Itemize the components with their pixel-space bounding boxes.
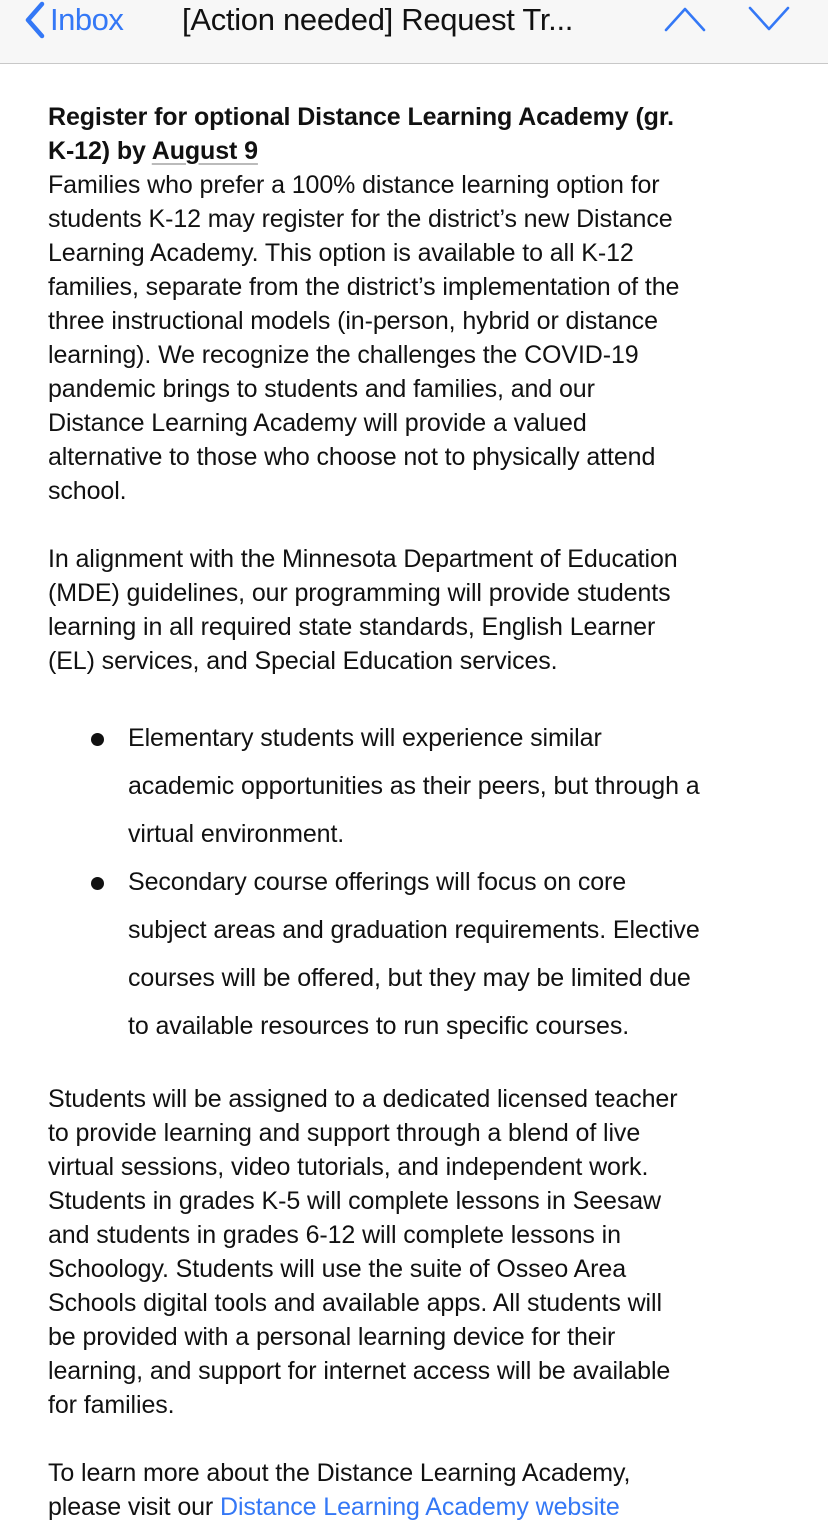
- text-line: alternative to those who choose not to physically attend: [48, 443, 656, 471]
- text-line: three instructional models (in-person, hybrid or distance: [48, 307, 658, 335]
- text-line: academic opportunities as their peers, but through a: [128, 772, 700, 800]
- text-line: Distance Learning Academy will provide a valued: [48, 409, 587, 437]
- deadline-date: August 9: [151, 137, 258, 165]
- text-line: learning). We recognize the challenges the COVID-19: [48, 341, 639, 369]
- paragraph-intro: [48, 168, 679, 508]
- text-line: and students in grades 6-12 will complete lessons in: [48, 1221, 621, 1249]
- text-line: to provide learning and support through a blend of live: [48, 1119, 641, 1147]
- text-line: to available resources to run specific courses.: [128, 1012, 630, 1040]
- text-line: To learn more about the Distance Learning Academy,: [48, 1459, 631, 1487]
- text-line: learning in all required state standards, English Learner: [48, 613, 656, 641]
- text-line: In alignment with the Minnesota Department of Education: [48, 545, 678, 573]
- text-line: Schools digital tools and available apps. All students will: [48, 1289, 662, 1317]
- text-line: students K-12 may register for the district’s new Distance: [48, 205, 673, 233]
- bullet-dot-icon: [91, 877, 104, 890]
- text-line: Schoology. Students will use the suite of Osseo Area: [48, 1255, 627, 1283]
- text-line: school.: [48, 477, 127, 505]
- next-message-button[interactable]: [744, 0, 794, 38]
- bullet-item: [88, 858, 700, 1050]
- text-line: (EL) services, and Special Education services.: [48, 647, 558, 675]
- text-line: Families who prefer a 100% distance learning option for: [48, 171, 660, 199]
- text-line: (MDE) guidelines, our programming will provide students: [48, 579, 671, 607]
- chevron-down-icon: [747, 5, 791, 33]
- text-line: please visit our Distance Learning Academy website: [48, 1493, 620, 1521]
- heading-line: Register for optional Distance Learning Academy (gr.: [48, 103, 674, 131]
- academy-website-link[interactable]: Distance Learning Academy website: [220, 1493, 620, 1521]
- text-line: subject areas and graduation requirements. Elective: [128, 916, 700, 944]
- bullet-list: [88, 714, 700, 1050]
- text-line: Students in grades K-5 will complete lessons in Seesaw: [48, 1187, 661, 1215]
- text-line: Elementary students will experience similar: [128, 724, 602, 752]
- text-line: for families.: [48, 1391, 175, 1419]
- heading-line: K-12) by August 9: [48, 137, 258, 165]
- back-label: Inbox: [50, 2, 124, 37]
- navigation-bar: [0, 0, 828, 64]
- text-line: be provided with a personal learning device for their: [48, 1323, 616, 1351]
- text-line: courses will be offered, but they may be limited due: [128, 964, 691, 992]
- email-heading: [48, 100, 674, 168]
- paragraph-mde-guidelines: [48, 542, 678, 678]
- chevron-up-icon: [663, 5, 707, 33]
- text-line: Students will be assigned to a dedicated licensed teacher: [48, 1085, 678, 1113]
- text-line: virtual environment.: [128, 820, 345, 848]
- text-line: learning, and support for internet access will be available: [48, 1357, 671, 1385]
- text-line: Learning Academy. This option is available to all K-12: [48, 239, 634, 267]
- bullet-dot-icon: [91, 733, 104, 746]
- previous-message-button[interactable]: [660, 0, 710, 38]
- text-line: pandemic brings to students and families, and our: [48, 375, 595, 403]
- paragraph-learn-more: [48, 1456, 630, 1524]
- text-line: families, separate from the district’s implementation of the: [48, 273, 680, 301]
- email-subject-title: [Action needed] Request Tr...: [182, 2, 574, 37]
- chevron-left-icon: [24, 1, 46, 39]
- paragraph-teacher-assignment: [48, 1082, 677, 1422]
- back-to-inbox-button[interactable]: [24, 0, 123, 40]
- text-line: virtual sessions, video tutorials, and independent work.: [48, 1153, 649, 1181]
- bullet-item: [88, 714, 700, 858]
- text-line: Secondary course offerings will focus on core: [128, 868, 627, 896]
